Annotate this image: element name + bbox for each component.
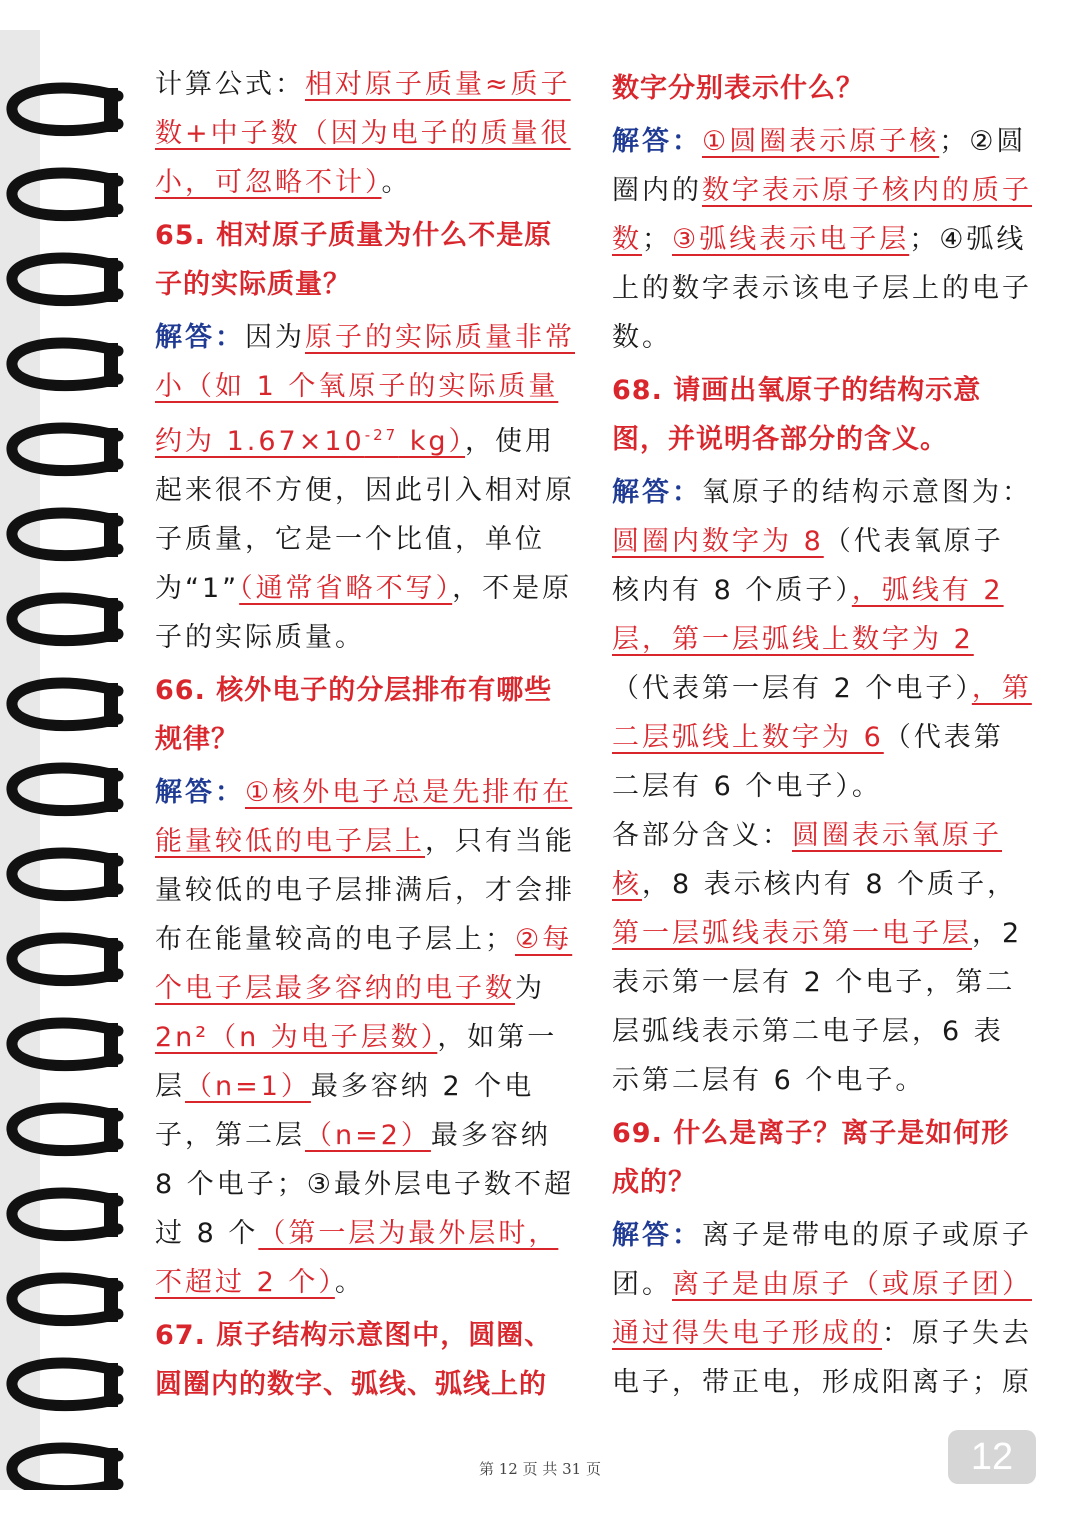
- binding-hole: [104, 938, 118, 982]
- binding-hole: [104, 1193, 118, 1237]
- answer-label: 解答：: [155, 777, 245, 808]
- highlight-text: ，第二层弧线上数字为 6: [612, 673, 1032, 753]
- binding-hole: [104, 258, 118, 302]
- highlight-text: ①圆圈表示原子核: [702, 126, 940, 157]
- text: 各部分含义：: [612, 820, 792, 851]
- answer-66: [155, 768, 575, 1307]
- highlight-text: 2n²（n 为电子层数）: [155, 1022, 438, 1053]
- highlight-part: kg）: [398, 426, 466, 457]
- text: （代表第一层有 2 个电子）: [612, 673, 972, 704]
- highlight-text: ①核外电子总是先排布在能量较低的电子层上: [155, 777, 573, 857]
- answer-68-meaning: [612, 811, 1032, 1105]
- question-69: 69. 什么是离子？离子是如何形成的？: [612, 1118, 1010, 1198]
- binding-hole: [104, 598, 118, 642]
- text: ，不是原子的实际质量。: [155, 573, 573, 653]
- highlight-text: ②每个电子层最多容纳的电子数: [155, 924, 573, 1004]
- text: ；: [642, 224, 672, 255]
- text: 氧原子的结构示意图为：: [702, 477, 1032, 508]
- text: 计算公式：: [155, 69, 305, 100]
- answer-label: 解答：: [612, 477, 702, 508]
- highlight-text: ，弧线有 2 层，第一层弧线上数字为 2: [612, 575, 1004, 655]
- highlight-text: 数字表示原子核内的质子数: [612, 175, 1032, 255]
- answer-65: [155, 313, 575, 662]
- answer-label: 解答：: [612, 126, 702, 157]
- binding-hole: [104, 1023, 118, 1067]
- text: ，8 表示核内有 8 个质子，: [642, 869, 1018, 900]
- binding-hole: [104, 343, 118, 387]
- text: ，如第一层: [155, 1022, 558, 1102]
- highlight-text: 圆圈表示氧原子核: [612, 820, 1002, 900]
- formula-paragraph: [155, 60, 575, 207]
- answer-68: [612, 468, 1032, 811]
- binding-hole: [104, 1108, 118, 1152]
- highlight-text: ③弧线表示电子层: [672, 224, 910, 255]
- question-66: 66. 核外电子的分层排布有哪些规律？: [155, 675, 553, 755]
- text: （代表第二层有 6 个电子）。: [612, 722, 1004, 802]
- text: ，使用起来很不方便，因此引入相对原子质量，它是一个比值，单位为“1”: [155, 426, 575, 604]
- binding-hole: [104, 683, 118, 727]
- binding-hole: [104, 768, 118, 812]
- text: 。: [334, 1267, 365, 1298]
- highlight-text: （通常省略不写）: [239, 573, 453, 604]
- binding-hole: [104, 513, 118, 557]
- text: 最多容纳 2 个电子，第二层: [155, 1071, 535, 1151]
- highlight-text: 离子是由原子（或原子团）通过得失电子形成的: [612, 1269, 1032, 1349]
- text: （代表氧原子核内有 8 个质子）: [612, 526, 1004, 606]
- page-number-badge: 12: [948, 1430, 1036, 1484]
- answer-69: [612, 1211, 1032, 1407]
- binding-hole: [104, 173, 118, 217]
- answer-label: 解答：: [612, 1220, 702, 1251]
- text: 为: [515, 973, 545, 1004]
- highlight-text: （n=2）: [305, 1120, 431, 1151]
- binding-hole: [104, 853, 118, 897]
- text: ，只有当能量较低的电子层排满后，才会排布在能量较高的电子层上；: [155, 826, 575, 955]
- binding-hole: [104, 428, 118, 472]
- right-column: [612, 60, 1032, 1407]
- question-67: 67. 原子结构示意图中，圆圈、圆圈内的数字、弧线、弧线上的: [155, 1320, 553, 1400]
- question-65: 65. 相对原子质量为什么不是原子的实际质量？: [155, 220, 553, 300]
- text: 。: [381, 167, 412, 198]
- text: ；②圆圈内的: [612, 126, 1027, 206]
- binding-hole: [104, 1278, 118, 1322]
- text: 因为: [245, 322, 305, 353]
- text: 离子是带电的原子或原子团。: [612, 1220, 1032, 1300]
- text: ，2 表示第一层有 2 个电子，第二层弧线表示第二电子层，6 表示第二层有 6 个电子。: [612, 918, 1023, 1096]
- highlight-text: 圆圈内数字为 8: [612, 526, 824, 557]
- question-68: 68. 请画出氧原子的结构示意图，并说明各部分的含义。: [612, 375, 982, 455]
- highlight-text: （n=1）: [185, 1071, 311, 1102]
- spiral-binding: [0, 30, 140, 1490]
- question-67-continued: 数字分别表示什么？: [612, 73, 864, 104]
- highlight-text: 相对原子质量≈质子数+中子数（因为电子的质量很小，可忽略不计）: [155, 69, 571, 198]
- page-footer: 第 12 页 共 31 页: [478, 1460, 601, 1478]
- answer-label: 解答：: [155, 322, 245, 353]
- binding-hole: [104, 88, 118, 132]
- highlight-text: 第一层弧线表示第一电子层: [612, 918, 972, 949]
- highlight-part: 原子的实际质量非常小（如 1 个氧原子的实际质量约为 1.67×10: [155, 322, 575, 457]
- highlight-text: （第一层为最外层时，不超过 2 个）: [155, 1218, 559, 1298]
- text: 最多容纳 8 个电子；③最外层电子数不超过 8 个: [155, 1120, 574, 1249]
- answer-67: [612, 117, 1032, 362]
- text: ；④弧线上的数字表示该电子层上的电子数。: [612, 224, 1032, 353]
- binding-hole: [104, 1363, 118, 1407]
- left-column: [155, 60, 575, 1413]
- text: ：原子失去电子，带正电，形成阳离子；原: [612, 1318, 1032, 1398]
- exponent: -27: [364, 426, 399, 444]
